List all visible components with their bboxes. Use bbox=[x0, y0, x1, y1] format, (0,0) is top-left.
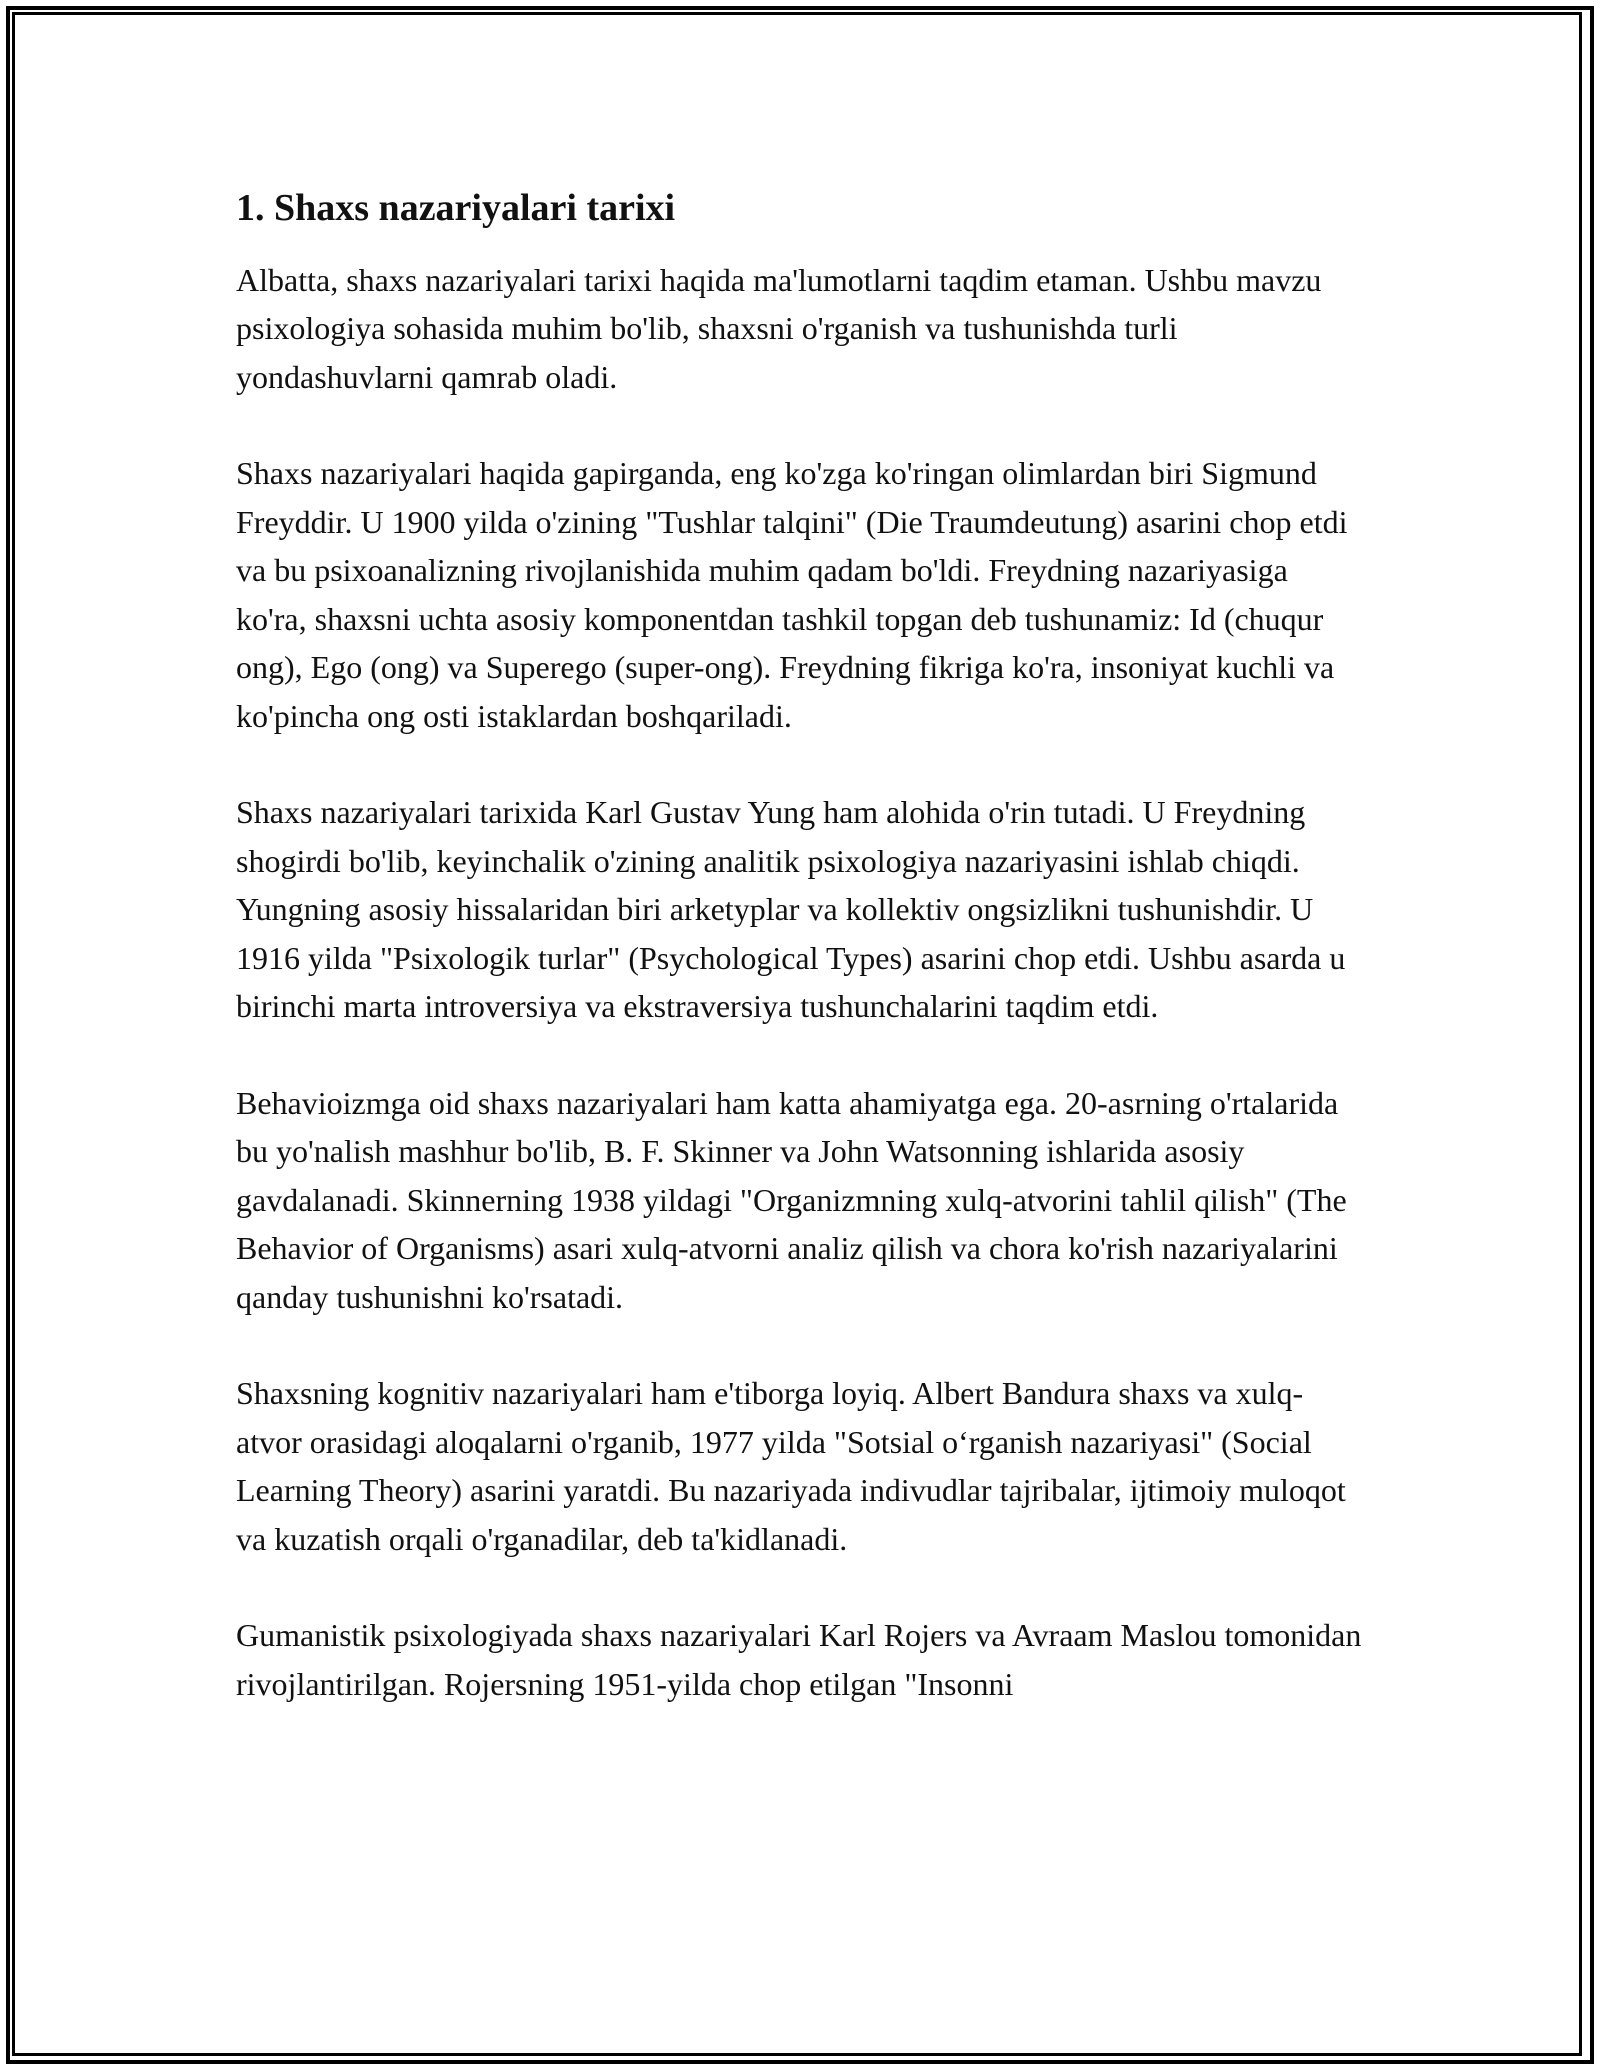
paragraph-jung: Shaxs nazariyalari tarixida Karl Gustav Yung ham alohida o'rin tutadi. U Freydning shogirdi bo'lib, keyinchalik o'zining analitik psixologiya nazariyasini ishlab chiqdi. Yungning asosiy hissalaridan biri arketyplar va kollektiv ongsizlikni tushunishdir. U 1916 yilda "Psixologik turlar" (Psychological Types) asarini chop etdi. Ushbu asarda u birinchi marta introversiya va ekstraversiya tushunchalarini taqdim etdi. bbox=[236, 794, 1346, 1025]
paragraph-cognitive: Shaxsning kognitiv nazariyalari ham e'tiborga loyiq. Albert Bandura shaxs va xulq-atvor orasidagi aloqalarni o'rganib, 1977 yilda "Sotsial o‘rganish nazariyasi" (Social Learning Theory) asarini yaratdi. Bu nazariyada indivudlar tajribalar, ijtimoiy muloqot va kuzatish orqali o'rganadilar, deb ta'kidlanadi. bbox=[236, 1375, 1346, 1557]
section-heading: 1. Shaxs nazariyalari tarixi bbox=[236, 187, 676, 229]
paragraph-freud: Shaxs nazariyalari haqida gapirganda, eng ko'zga ko'ringan olimlardan biri Sigmund Freyddir. U 1900 yilda o'zining "Tushlar talqini" (Die Traumdeutung) asarini chop etdi va bu psixoanalizning rivojlanishida muhim qadam bo'ldi. Freydning nazariyasiga ko'ra, shaxsni uchta asosiy komponentdan tashkil topgan deb tushunamiz: Id (chuqur ong), Ego (ong) va Superego (super-ong). Freydning fikriga ko'ra, insoniyat kuchli va ko'pincha ong osti istaklardan boshqariladi. bbox=[236, 455, 1348, 734]
paragraph-intro: Albatta, shaxs nazariyalari tarixi haqida ma'lumotlarni taqdim etaman. Ushbu mavzu psixologiya sohasida muhim bo'lib, shaxsni o'rganish va tushunishda turli yondashuvlarni qamrab oladi. bbox=[236, 261, 1322, 395]
paragraph-behaviorism: Behavioizmga oid shaxs nazariyalari ham katta ahamiyatga ega. 20-asrning o'rtalarida bu yo'nalish mashhur bo'lib, B. F. Skinner va John Watsonning ishlarida asosiy gavdalanadi. Skinnerning 1938 yildagi "Organizmning xulq-atvorini tahlil qilish" (The Behavior of Organisms) asari xulq-atvorni analiz qilish va chora ko'rish nazariyalarini qanday tushunishni ko'rsatadi. bbox=[236, 1084, 1347, 1315]
paragraph-humanistic: Gumanistik psixologiyada shaxs nazariyalari Karl Rojers va Avraam Maslou tomonidan rivojlantirilgan. Rojersning 1951-yilda chop etilgan "Insonni bbox=[236, 1617, 1362, 1702]
document-body bbox=[236, 186, 1366, 1708]
